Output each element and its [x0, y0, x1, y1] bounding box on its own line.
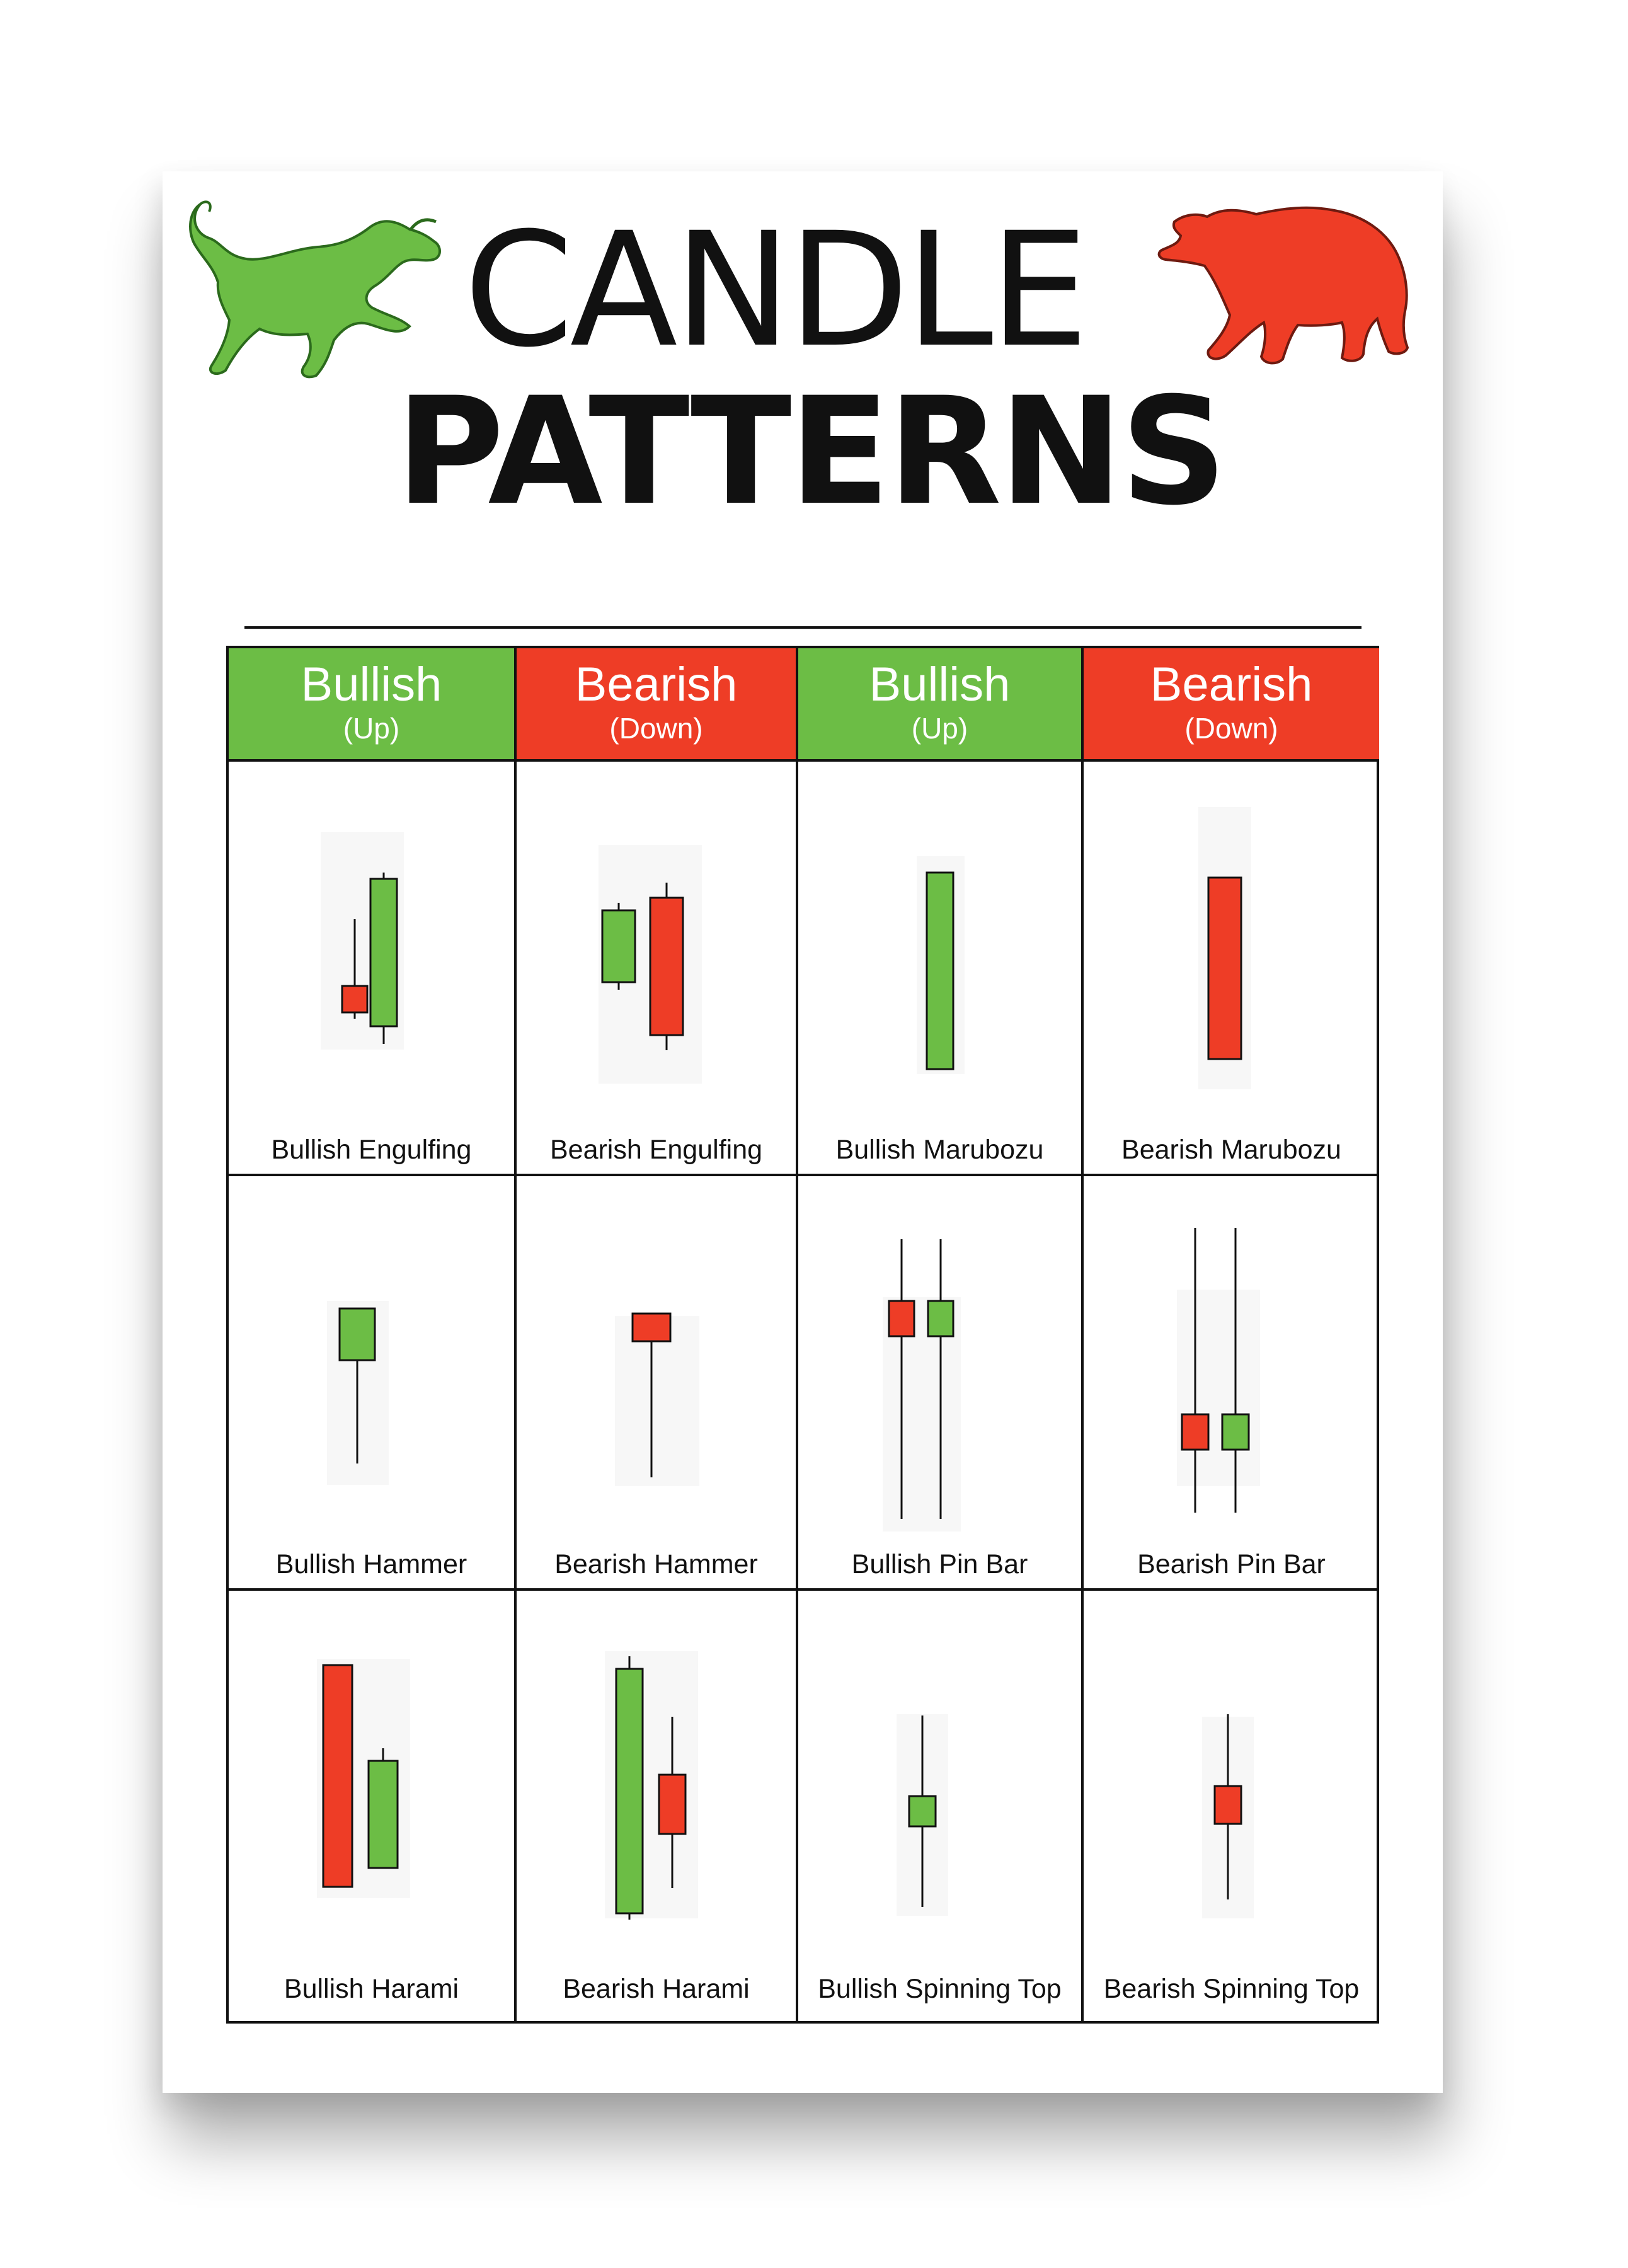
column-header-2 [517, 648, 798, 762]
pattern-card-bearish-spinning-top [1084, 1591, 1379, 2021]
pattern-card-bearish-harami [517, 1591, 798, 2021]
pattern-card-bullish-hammer [229, 1176, 517, 1591]
bullish-candle-body [370, 879, 397, 1026]
pattern-card-bullish-spinning-top [798, 1591, 1084, 2021]
pattern-label: Bearish Harami [563, 1974, 750, 2004]
candlestick-diagram [517, 1591, 798, 2021]
bullish-candle-body [927, 873, 953, 1069]
bearish-candle-body [633, 1314, 670, 1341]
column-header-label: Bullish [301, 658, 442, 711]
pattern-label: Bullish Marubozu [835, 1135, 1044, 1165]
pattern-label: Bullish Hammer [275, 1549, 467, 1579]
bear-icon [1144, 197, 1421, 386]
bullish-candle-body [602, 910, 635, 982]
bearish-candle-body [323, 1665, 352, 1887]
pattern-label: Bearish Spinning Top [1103, 1974, 1360, 2004]
column-header-sub: (Down) [609, 712, 703, 745]
pattern-card-bullish-pin-bar [798, 1176, 1084, 1591]
candlestick-diagram [229, 1591, 517, 2021]
pattern-grid [226, 646, 1379, 2024]
bearish-candle-body [650, 898, 683, 1035]
pattern-label: Bullish Spinning Top [818, 1974, 1062, 2004]
candlestick-diagram [229, 1176, 517, 1591]
candlestick-diagram [798, 1176, 1084, 1591]
column-header-label: Bullish [869, 658, 1011, 711]
bearish-candle-body [1215, 1786, 1241, 1824]
column-header-sub: (Up) [343, 712, 400, 745]
pattern-label: Bullish Engulfing [271, 1135, 472, 1165]
pattern-card-bullish-marubozu [798, 762, 1084, 1176]
pattern-card-bullish-engulfing [229, 762, 517, 1176]
candlestick-diagram [798, 1591, 1084, 2021]
candlestick-diagram [229, 762, 517, 1176]
pattern-card-bearish-marubozu [1084, 762, 1379, 1176]
candlestick-diagram [1084, 1591, 1379, 2021]
pattern-label: Bullish Harami [284, 1974, 459, 2004]
title-divider [244, 626, 1361, 629]
pattern-label: Bearish Engulfing [549, 1135, 763, 1165]
pattern-card-bearish-engulfing [517, 762, 798, 1176]
bearish-candle-body [889, 1301, 914, 1336]
column-header-sub: (Up) [911, 712, 968, 745]
pattern-label: Bullish Pin Bar [851, 1549, 1028, 1579]
bullish-candle-body [340, 1309, 375, 1360]
column-header-1 [229, 648, 517, 762]
pattern-card-bearish-pin-bar [1084, 1176, 1379, 1591]
candlestick-diagram [1084, 762, 1379, 1176]
candlestick-diagram [517, 762, 798, 1176]
chart-panel [1177, 1290, 1260, 1486]
column-header-label: Bearish [575, 658, 738, 711]
bearish-candle-body [342, 986, 367, 1012]
bearish-candle-body [1182, 1414, 1208, 1450]
column-header-sub: (Down) [1184, 712, 1278, 745]
pattern-label: Bearish Hammer [554, 1549, 758, 1579]
bullish-candle-body [1222, 1414, 1249, 1450]
pattern-label: Bearish Marubozu [1121, 1135, 1341, 1165]
bull-icon [188, 197, 452, 386]
bullish-candle-body [616, 1669, 643, 1913]
bullish-candle-body [928, 1301, 953, 1336]
pattern-label: Bearish Pin Bar [1137, 1549, 1326, 1579]
poster: CANDLE PATTERNS Bullish (Up) Bearish (Down) Bullish (Up) Bearish (Down) Bullish Engulfing Bearish Engulfing Bullish Marubozu Bearish Marubozu Bullish Hammer Bearish Hammer Bullish Pin Bar Bearish Pin Bar Bullish Harami Bearish Harami Bullish Spinning Top Bearish Spinning Top [163, 171, 1443, 2093]
bullish-candle-body [369, 1761, 398, 1868]
column-header-label: Bearish [1150, 658, 1313, 711]
candlestick-diagram [517, 1176, 798, 1591]
candlestick-diagram [798, 762, 1084, 1176]
pattern-card-bearish-hammer [517, 1176, 798, 1591]
column-header-4 [1084, 648, 1379, 762]
pattern-card-bullish-harami [229, 1591, 517, 2021]
column-header-3 [798, 648, 1084, 762]
bullish-candle-body [909, 1796, 936, 1826]
bearish-candle-body [1208, 878, 1241, 1059]
bearish-candle-body [659, 1775, 685, 1834]
candlestick-diagram [1084, 1176, 1379, 1591]
